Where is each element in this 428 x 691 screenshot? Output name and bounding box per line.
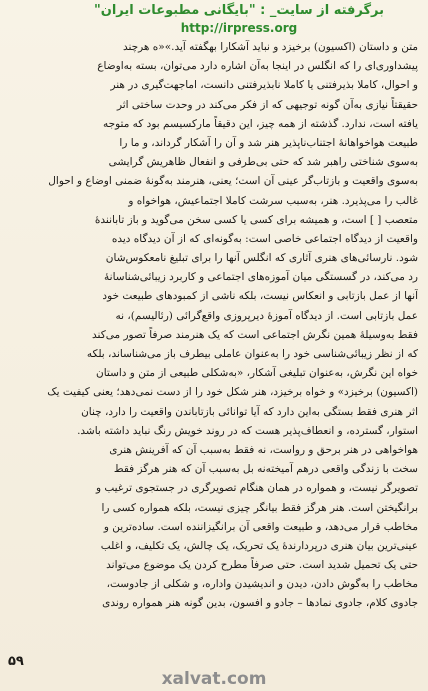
text-line: عمل بازتابی است. از دیدگاه آموزهٔ دیرپروزی واقع‌گرائی (رئالیسم)، نه [115,309,418,322]
text-line: عینی‌ترین بیان هنری درپردارندهٔ یک تحریک، یک چالش، یک تکلیف، و اغلب [100,539,418,552]
text-line: خواه این نگرش، به‌عنوان تبلیغی آشکار، «به‌شکلی طبیعی از متن و داستان [96,367,418,380]
text-line: حقیقتاً نیازی به‌آن گونه توجیهی که از فکر می‌کند در وحدت ساختی اثر [116,98,418,111]
text-line: طبیعت هواخواهانهٔ اجتناب‌ناپذیر هنر شد و آن را آشکار گرداند، و ما را [119,136,418,149]
text-line: شود. نارسائی‌های هنری آثاری که انگلس آنها را برای تبلیغ نامعکوس‌شان [105,252,418,265]
source-header [60,2,418,42]
text-line: استوار، گسترده، و انعطاف‌پذیر هست که در روند خویش رنگ نباید داشته باشد. [77,424,418,437]
text-line: فقط به‌وسیلهٔ همین نگرش اجتماعی است که یک هنرمند صرفاً تصور می‌کند [92,328,418,341]
text-line: (اکسیون) برخیزد» و خواه برخیزد، هنر شکل خود را از دست نمی‌دهد؛ یعنی کیفیت یک [47,386,418,399]
source-caption: برگرفته از سایت_ : "بایگانی مطبوعات ایران" [93,3,385,18]
text-line: و احوال، کاملا بذیرفتنی یا کاملا نابذیرفتنی دانست، اماجهت‌گیری در هنر [110,79,418,92]
text-line: آنها از عمل بازتابی و انعکاس نیست، بلکه ناشی از کمبودهای طبیعت خود [102,290,418,303]
text-line: اثر هنری فقط بستگی به‌این دارد که آیا توانائی بازتاباندن واقعیت را دارد، چنان [81,405,418,418]
text-line: به‌سوی شناختی راهبر شد که حتی بی‌طرفی و انفعال ظاهریش گرایشی [108,156,418,169]
page-number: ۵۹ [8,654,24,669]
source-url-link[interactable]: http://irpress.org [180,21,298,35]
article-body [8,38,418,614]
text-line: که از نظر زیبائی‌شناسی خود را به‌عنوان عاملی بیطرف باز می‌شناساند، بلکه [86,348,418,360]
text-line: واقعیت از دیدگاه اجتماعی خاصی است: به‌گونه‌ای که از آن دیدگاه دیده [111,232,418,245]
watermark: xalvat.com [161,669,267,689]
text-line: متن و داستان (اکسیون) برخیزد و نباید آشکارا بهگفته آید.»«ه هرچند [122,41,418,53]
text-line: مخاطب را به‌گوش دادن، دیدن و اندیشیدن واداره، و شکلی از جادوست، [106,578,418,591]
text-line: حتی یک تحمیل شدید است. حتی صرفاً مطرح کردن یک موضوع می‌تواند [106,559,418,572]
text-line: پیشداوری‌ای را که انگلس در اینجا به‌آن اشاره دارد می‌توان، بسته به‌اوضاع [97,60,418,73]
text-line: رد می‌کند، در گسستگی میان آموزه‌های اجتماعی و کاربرد زیبائی‌شناسانهٔ [104,271,418,284]
text-line: تصویرگر نیست، و همواره در همان هنگام تصویرگری در جستجوی ترغیب و [95,482,418,495]
text-line: هواخواهی در هنر برحق و رواست، نه فقط به‌سبب آن که آفرینش هنری [109,443,418,456]
text-line: یافته است، ندارد. گذشته از همه چیز، این دقیقاً مارکسیسم بود که متوجه [103,117,418,130]
text-line: برانگیختن است. هنر هرگز فقط بیانگر چیزی نیست، بلکه همواره کسی را [101,501,418,514]
text-line: مخاطب قرار می‌دهد، و طبیعت واقعی آن برانگیزاننده است. ساده‌ترین و [103,520,418,533]
text-line: جادوی کلام، جادوی نمادها – جادو و افسون، بدین گونه هنر همواره روندی [102,597,418,610]
text-line: غالب را می‌پذیرد. هنر، به‌سبب سرشت کاملا اجتماعیش، هواخواه و [128,194,418,207]
text-line: سخت با زندگی واقعی درهم آمیخته‌نه بل به‌سبب آن که هنر هرگز فقط [113,463,418,476]
text-line: متعصب [ ] است، و همیشه برای کسی یا کسی سخن می‌گوید و باز تابانندهٔ [94,213,418,226]
text-line: به‌سوی واقعیت و بازتاب‌گر عینی آن است؛ یعنی، هنرمند به‌گونهٔ ضمنی اوضاع و احوال [48,175,418,188]
